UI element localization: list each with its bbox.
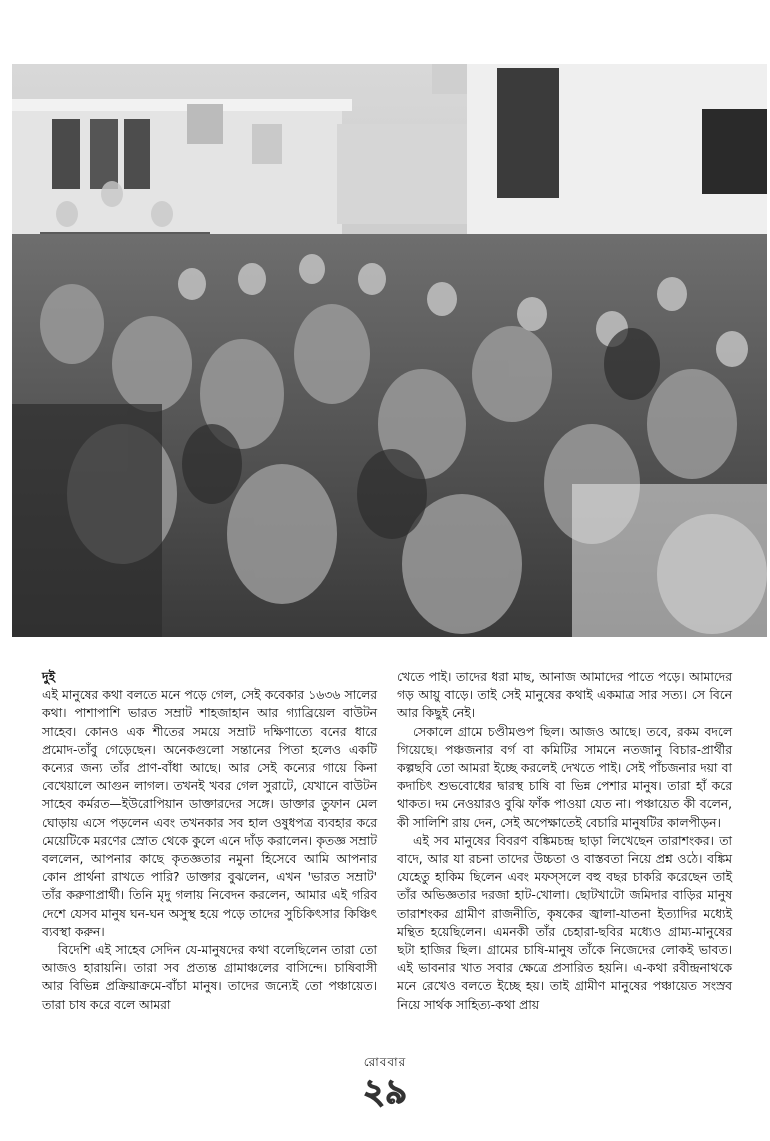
magazine-name: রোববার <box>363 1055 407 1069</box>
article-paragraph: এই মানুষের কথা বলতে মনে পড়ে গেল, সেই কবেকার ১৬৩৬ সালের কথা। পাশাপাশি ভারত সম্রাট শাহজাহান আর গ্যাব্রিয়েল বাউটন সাহেব। কোনও এক শীতের সময়ে সম্রাট দক্ষিণাত্যে বনের ধারে প্রমোদ-তাঁবু গেড়েছেন। অনেকগুলো সন্তানের পিতা হলেও একটি কন্যের জন্য তাঁর প্রাণ-বাঁধা আছে। আর সেই কন্যের গায়ে কিনা বেখেয়ালে আগুন লাগল। তখনই খবর গেল সুরাটে, যেখানে বাউটন সাহেব কর্মরত—ইউরোপিয়ান ডাক্তারদের সঙ্গে। ডাক্তার তুফান মেল ঘোড়ায় এসে পড়লেন এবং তখনকার সব হাল ওষুধপত্র ব্যবহার করে মেয়েটিকে মরণের স্রোত থেকে কুলে এনে দাঁড় করালেন। কৃতজ্ঞ সম্রাট বললেন, আপনার কাছে কৃতজ্ঞতার নমুনা হিসেবে আমি আপনার কোন প্রার্থনা রাখতে পারি? ডাক্তার বুঝলেন, এখন 'ভারত সম্রাট' তাঁর করুণাপ্রার্থী। তিনি মৃদু গলায় নিবেদন করলেন, আমার এই গরিব দেশে যেসব মানুষ ঘন-ঘন অসুস্থ হয়ে পড়ে তাদের সুচিকিৎসার কিঞ্চিৎ ব্যবস্থা করুন। <box>42 688 377 939</box>
article-body <box>42 668 732 1014</box>
village-meeting-photo-icon <box>12 64 767 637</box>
section-label: দুই <box>42 669 56 684</box>
article-paragraph: খেতে পাই। তাদের ধরা মাছ, আনাজ আমাদের পাতে পড়ে। আমাদের গড় আয়ু বাড়ে। তাই সেই মানুষের কথাই একমাত্র সার সত্য। সে বিনে আর কিছুই নেই। <box>397 670 732 721</box>
article-paragraph: সেকালে গ্রামে চণ্ডীমণ্ডপ ছিল। আজও আছে। তবে, রকম বদলে গিয়েছে। পঞ্চজনার বর্গ বা কমিটির সামনে নতজানু বিচার-প্রার্থীর কল্পছবি তো আমরা ইচ্ছে করলেই দেখতে পাই। সেই পাঁচজনার দয়া বা কদাচিৎ শুভবোধের দ্বারস্থ চাষি বা ভিন্ন পেশার মানুষ। তারা হাঁ করে থাকত। দম নেওয়ারও বুঝি ফাঁক পাওয়া যেত না। পঞ্চায়েত কী বলেন, কী সালিশি রায় দেন, সেই অপেক্ষাতেই বেচারি মানুষটির কালপীড়ন। <box>397 724 732 830</box>
page-footer <box>0 1054 770 1110</box>
article-column-right <box>397 668 732 1014</box>
article-paragraph: বিদেশি এই সাহেব সেদিন যে-মানুষদের কথা বলেছিলেন তারা তো আজও হারায়নি। তারা সব প্রত্যন্ত গ্রামাঞ্চলের বাসিন্দে। চাষিবাসী আর বিভিন্ন প্রক্রিয়াক্রমে-বাঁচা মানুষ। তাদের জন্যেই তো পঞ্চায়েত। তারা চাষ করে বলে আমরা <box>42 943 377 1012</box>
article-column-left <box>42 668 377 1014</box>
article-paragraph: এই সব মানুষের বিবরণ বঙ্কিমচন্দ্র ছাড়া লিখেছেন তারাশংকর। তা বাদে, আর যা রচনা তাদের উচ্চতা ও বাস্তবতা নিয়ে প্রশ্ন ওঠে। বঙ্কিম যেহেতু হাকিম ছিলেন এবং মফস্সলে বহু বছর চাকরি করেছেন তাই তাঁর অভিজ্ঞতার দরজা হাট-খোলা। ছোটখাটো জমিদার বাড়ির মানুষ তারাশংকর গ্রামীণ রাজনীতি, কৃষকের জ্বালা-যাতনা ইত্যাদির মধ্যেই মন্থিত হয়েছিলেন। এমনকী তাঁর চেহারা-ছবির মধ্যেও গ্রাম্য-মানুষের ছটা হাজির ছিল। গ্রামের চাষি-মানুষ তাঁকে নিজেদের লোকই ভাবত। এই ভাবনার খাত সবার ক্ষেত্রে প্রসারিত হয়নি। এ-কথা রবীন্দ্রনাথকে মনে রেখেও বলতে ইচ্ছে হয়। তাই গ্রামীণ মানুষের পঞ্চায়েত সংস্রব নিয়ে সার্থক সাহিত্য-কথা প্রায় <box>397 833 732 1012</box>
meeting-photo <box>12 64 767 637</box>
page-number: ২৯ <box>362 1072 408 1112</box>
